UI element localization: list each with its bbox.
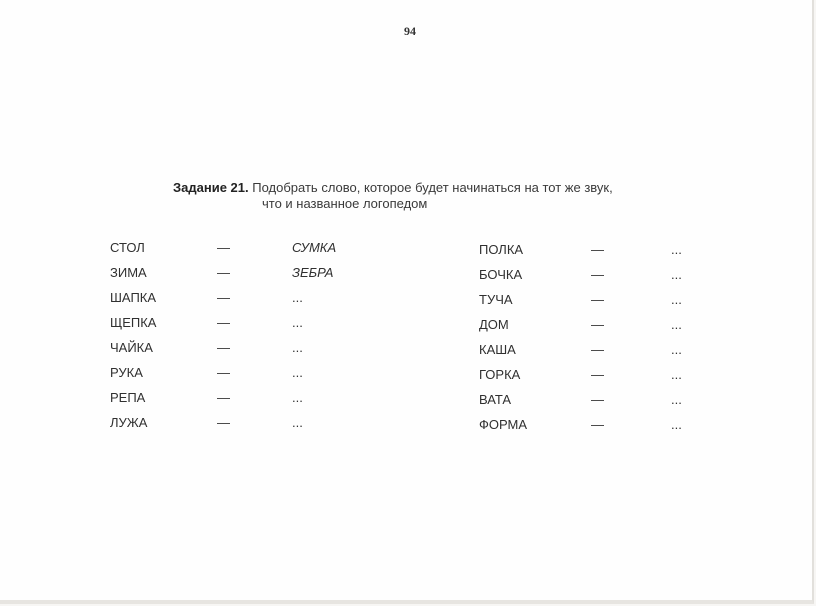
dash: — [217, 415, 230, 430]
answer: ... [292, 415, 303, 430]
word: ЛУЖА [110, 415, 148, 430]
answer: ЗЕБРА [292, 265, 334, 280]
answer: ... [292, 390, 303, 405]
word: ГОРКА [479, 367, 521, 382]
word: ВАТА [479, 392, 512, 407]
word: РУКА [110, 365, 143, 380]
answer: ... [292, 315, 303, 330]
task-label: Задание 21. [173, 180, 249, 195]
answer: ... [671, 417, 682, 432]
dash: — [591, 242, 604, 257]
word: ТУЧА [479, 292, 513, 307]
answer: ... [671, 317, 682, 332]
word: ЩЕПКА [110, 315, 157, 330]
word: ПОЛКА [479, 242, 524, 257]
word: ЧАЙКА [110, 340, 153, 355]
dash: — [217, 390, 230, 405]
word: ШАПКА [110, 290, 157, 305]
dash: — [217, 340, 230, 355]
page-number: 94 [404, 24, 416, 38]
answer: СУМКА [292, 240, 337, 255]
dash: — [217, 365, 230, 380]
answer: ... [292, 365, 303, 380]
answer: ... [671, 392, 682, 407]
answer: ... [671, 267, 682, 282]
word: ФОРМА [479, 417, 528, 432]
task-line-1 [173, 180, 613, 196]
dash: — [217, 315, 230, 330]
word: ДОМ [479, 317, 509, 332]
dash: — [591, 317, 604, 332]
answer: ... [671, 367, 682, 382]
dash: — [217, 265, 230, 280]
dash: — [591, 267, 604, 282]
dash: — [591, 367, 604, 382]
dash: — [217, 290, 230, 305]
answer: ... [671, 342, 682, 357]
answer: ... [292, 290, 303, 305]
dash: — [591, 342, 604, 357]
task-instruction [173, 180, 613, 212]
word: РЕПА [110, 390, 146, 405]
answer: ... [671, 292, 682, 307]
answer: ... [671, 242, 682, 257]
dash: — [591, 292, 604, 307]
answer: ... [292, 340, 303, 355]
word: КАША [479, 342, 516, 357]
task-text-line-1: Подобрать слово, которое будет начинаться на тот же звук, [252, 180, 613, 195]
task-text-line-2: что и названное логопедом [262, 196, 428, 211]
word: ЗИМА [110, 265, 147, 280]
dash: — [591, 417, 604, 432]
word: СТОЛ [110, 240, 145, 255]
dash: — [217, 240, 230, 255]
word: БОЧКА [479, 267, 523, 282]
dash: — [591, 392, 604, 407]
